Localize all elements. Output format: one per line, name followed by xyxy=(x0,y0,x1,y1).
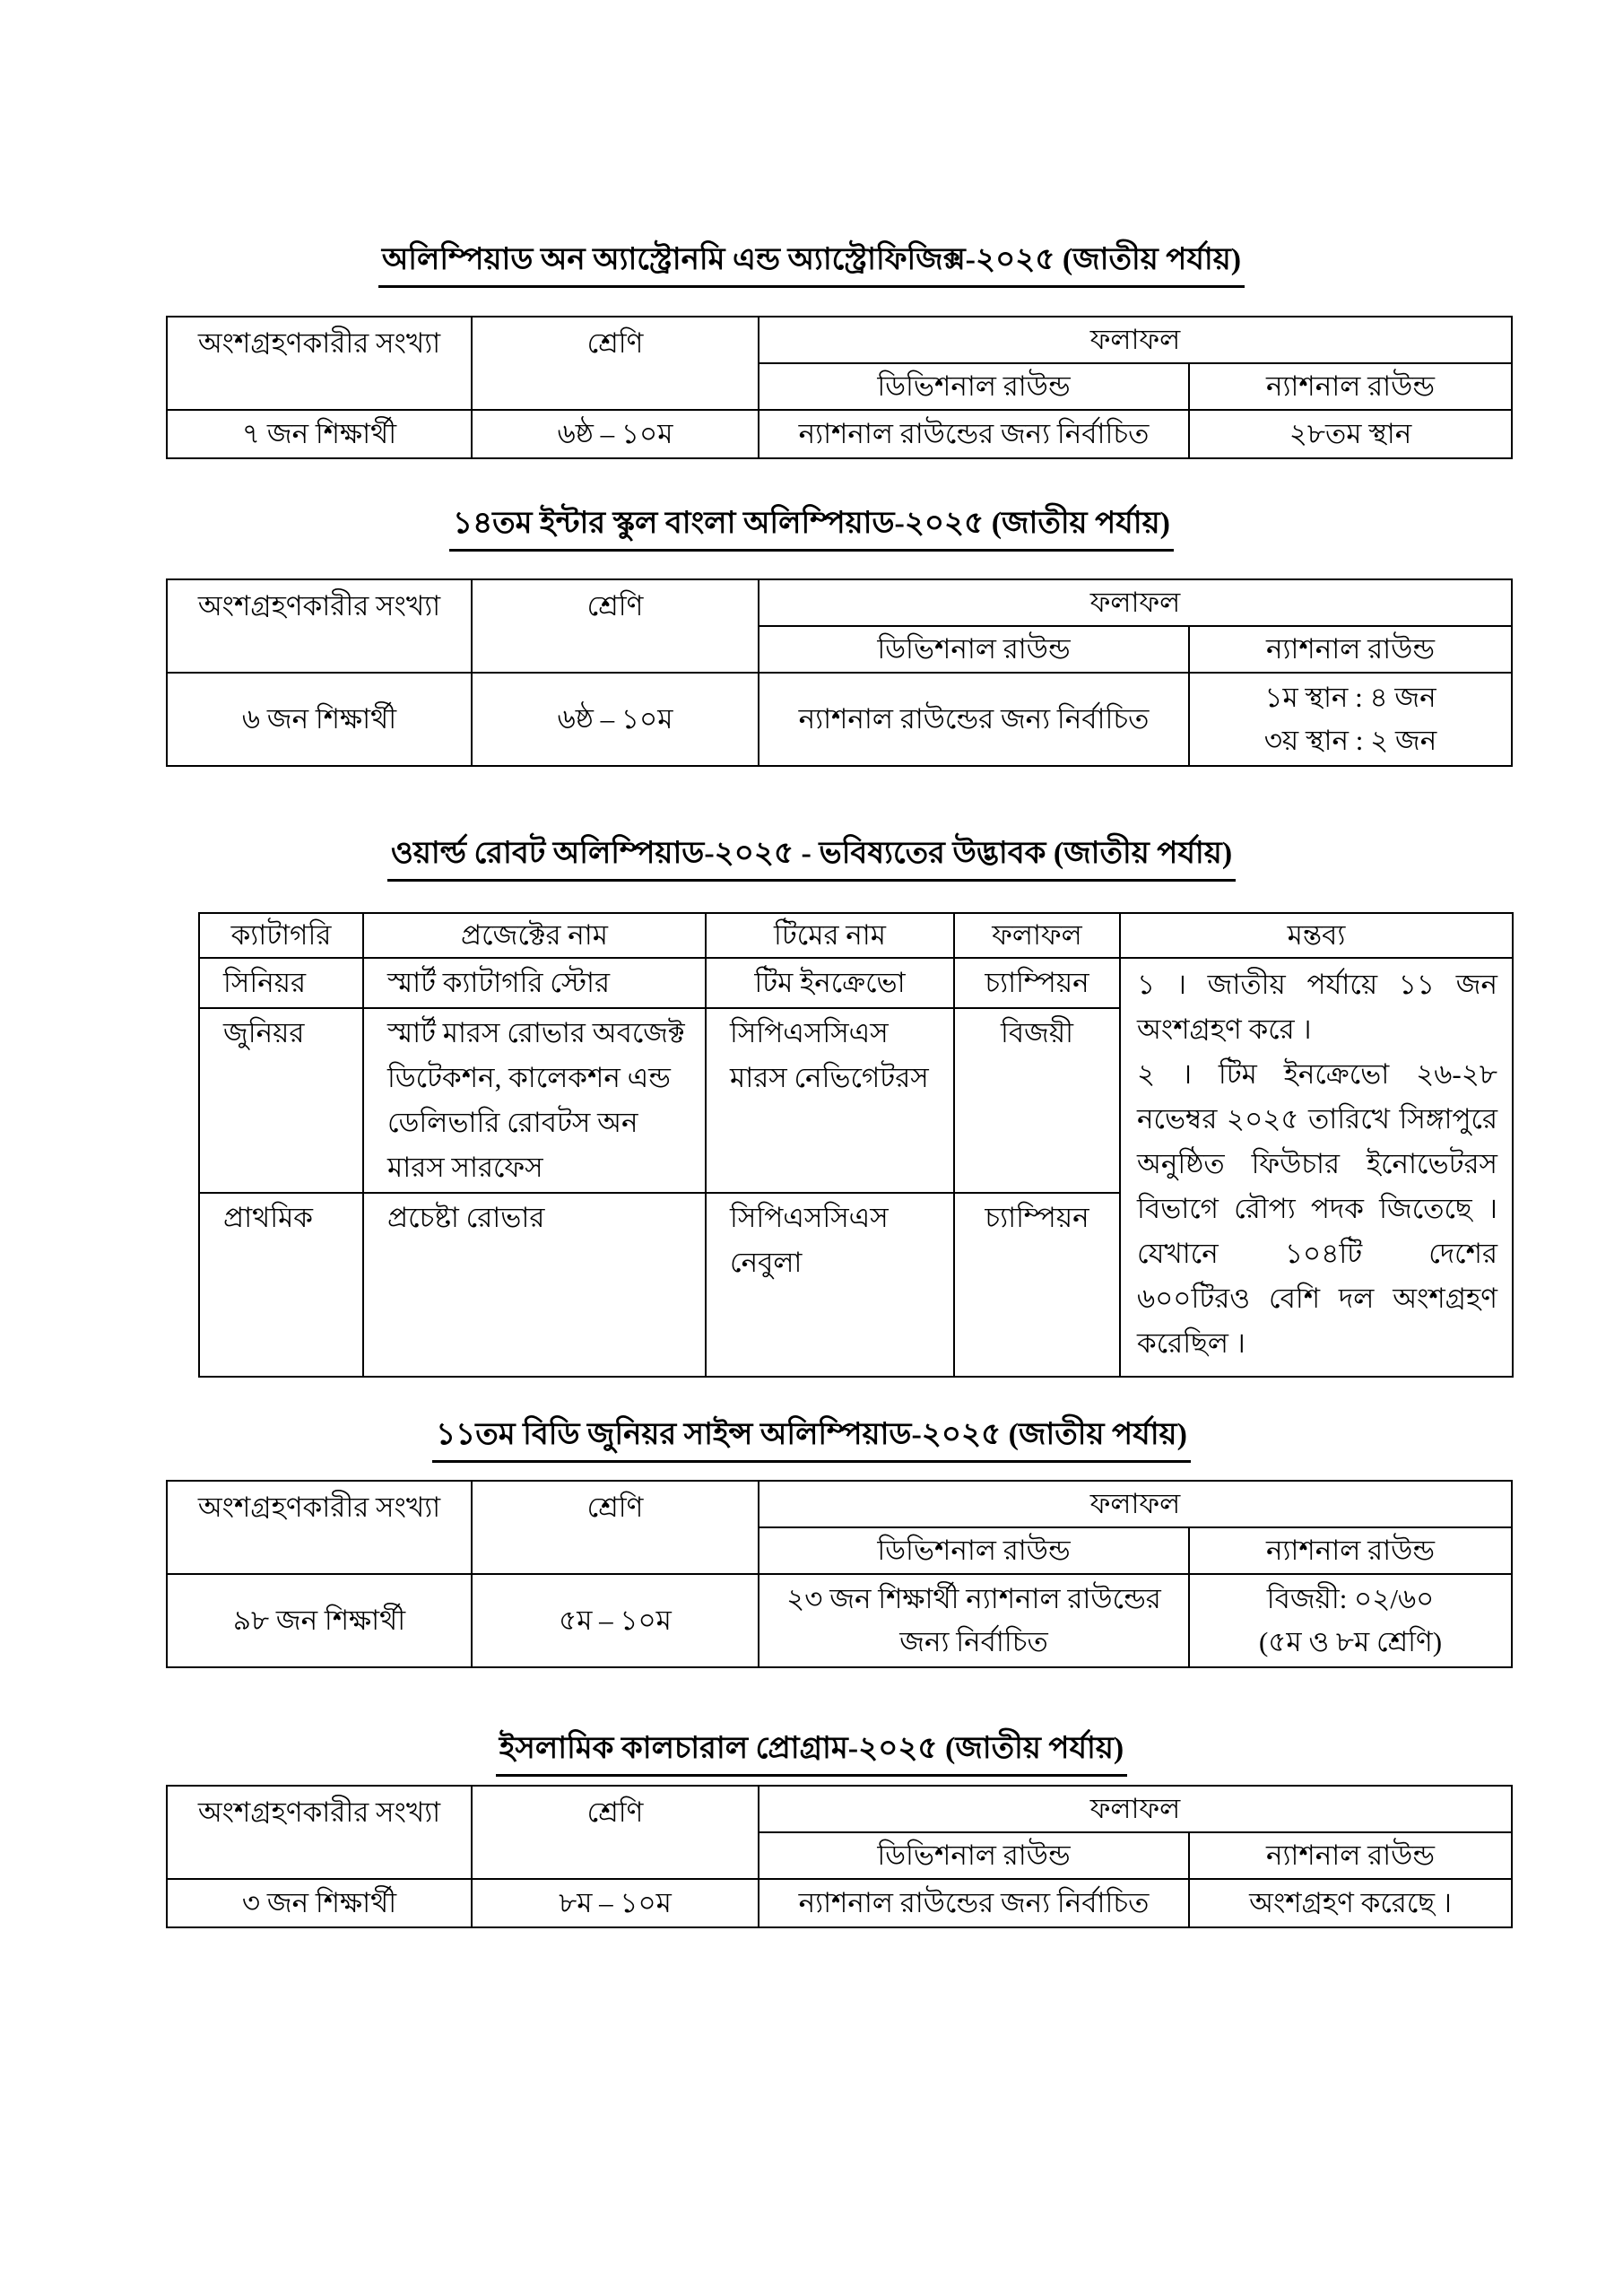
section-title-science xyxy=(0,1415,1623,1463)
section-title-islamic xyxy=(0,1729,1623,1777)
header-participants: অংশগ্রহণকারীর সংখ্যা xyxy=(167,1481,472,1574)
header-team-name: টিমের নাম xyxy=(706,913,954,958)
cell-result: বিজয়ী xyxy=(954,1008,1120,1193)
cell-class-range: ৫ম – ১০ম xyxy=(472,1574,759,1667)
cell-result: চ্যাম্পিয়ন xyxy=(954,958,1120,1008)
section-title-bangla-text: ১৪তম ইন্টার স্কুল বাংলা অলিম্পিয়াড-২০২৫ (জাতীয় পর্যায়) xyxy=(449,504,1174,552)
header-divisional-round: ডিভিশনাল রাউন্ড xyxy=(759,1832,1189,1879)
cell-result: চ্যাম্পিয়ন xyxy=(954,1193,1120,1377)
national-result-line: (৫ম ও ৮ম শ্রেণি) xyxy=(1258,1626,1443,1657)
cell-divisional-result: ২৩ জন শিক্ষার্থী ন্যাশনাল রাউন্ডের জন্য নির্বাচিত xyxy=(759,1574,1189,1667)
cell-class-range: ৮ম – ১০ম xyxy=(472,1879,759,1927)
cell-team: সিপিএসসিএস নেবুলা xyxy=(706,1193,954,1377)
header-comment: মন্তব্য xyxy=(1120,913,1513,958)
cell-project: স্মার্ট ক্যাটাগরি স্টোর xyxy=(363,958,706,1008)
header-divisional-round: ডিভিশনাল রাউন্ড xyxy=(759,363,1189,410)
islamic-results-table xyxy=(166,1785,1513,1928)
cell-team: টিম ইনক্রেভো xyxy=(706,958,954,1008)
header-result: ফলাফল xyxy=(759,579,1512,626)
cell-category: প্রাথমিক xyxy=(199,1193,363,1377)
robot-olympiad-table xyxy=(198,912,1514,1378)
cell-national-result xyxy=(1189,673,1512,766)
cell-national-result: অংশগ্রহণ করেছে । xyxy=(1189,1879,1512,1927)
header-divisional-round: ডিভিশনাল রাউন্ড xyxy=(759,1527,1189,1574)
header-result: ফলাফল xyxy=(954,913,1120,958)
national-result-line: বিজয়ী: ০২/৬০ xyxy=(1266,1583,1435,1614)
header-class: শ্রেণি xyxy=(472,1786,759,1879)
header-national-round: ন্যাশনাল রাউন্ড xyxy=(1189,626,1512,673)
cell-category: সিনিয়র xyxy=(199,958,363,1008)
cell-participants: ৩ জন শিক্ষার্থী xyxy=(167,1879,472,1927)
header-class: শ্রেণি xyxy=(472,1481,759,1574)
cell-divisional-result: ন্যাশনাল রাউন্ডের জন্য নির্বাচিত xyxy=(759,1879,1189,1927)
section-title-islamic-text: ইসলামিক কালচারাল প্রোগ্রাম-২০২৫ (জাতীয় পর্যায়) xyxy=(496,1729,1128,1777)
header-class: শ্রেণি xyxy=(472,579,759,673)
section-title-robot-text: ওয়ার্ল্ড রোবট অলিম্পিয়াড-২০২৫ - ভবিষ্যতের উদ্ভাবক (জাতীয় পর্যায়) xyxy=(387,834,1236,882)
cell-divisional-result: ন্যাশনাল রাউন্ডের জন্য নির্বাচিত xyxy=(759,410,1189,458)
section-title-robot xyxy=(0,834,1623,882)
cell-comment xyxy=(1120,958,1513,1377)
section-title-bangla xyxy=(0,504,1623,552)
header-result: ফলাফল xyxy=(759,1786,1512,1832)
cell-participants: ৭ জন শিক্ষার্থী xyxy=(167,410,472,458)
section-title-astronomy-text: অলিম্পিয়াড অন অ্যাস্ট্রোনমি এন্ড অ্যাস্ট্রোফিজিক্স-২০২৫ (জাতীয় পর্যায়) xyxy=(378,240,1245,288)
national-result-line: ১ম স্থান : ৪ জন xyxy=(1264,682,1436,713)
cell-divisional-result: ন্যাশনাল রাউন্ডের জন্য নির্বাচিত xyxy=(759,673,1189,766)
header-divisional-round: ডিভিশনাল রাউন্ড xyxy=(759,626,1189,673)
comment-paragraph: ২ । টিম ইনক্রেভো ২৬-২৮ নভেম্বর ২০২৫ তারিখে সিঙ্গাপুরে অনুষ্ঠিত ফিউচার ইনোভেটরস বিভাগে রৌপ্য পদক জিতেছে । যেখানে ১০৪টি দেশের ৬০০টিরও বেশি দল অংশগ্রহণ করেছিল । xyxy=(1137,1058,1497,1359)
cell-national-result xyxy=(1189,1574,1512,1667)
cell-class-range: ৬ষ্ঠ – ১০ম xyxy=(472,410,759,458)
comment-paragraph: ১ । জাতীয় পর্যায়ে ১১ জন অংশগ্রহণ করে । xyxy=(1137,969,1497,1045)
header-class: শ্রেণি xyxy=(472,317,759,410)
header-category: ক্যাটাগরি xyxy=(199,913,363,958)
header-project-name: প্রজেক্টের নাম xyxy=(363,913,706,958)
header-national-round: ন্যাশনাল রাউন্ড xyxy=(1189,363,1512,410)
header-national-round: ন্যাশনাল রাউন্ড xyxy=(1189,1527,1512,1574)
cell-national-result: ২৮তম স্থান xyxy=(1189,410,1512,458)
header-result: ফলাফল xyxy=(759,317,1512,363)
header-participants: অংশগ্রহণকারীর সংখ্যা xyxy=(167,579,472,673)
header-result: ফলাফল xyxy=(759,1481,1512,1527)
national-result-line: ৩য় স্থান : ২ জন xyxy=(1263,725,1437,756)
cell-project: প্রচেষ্টা রোভার xyxy=(363,1193,706,1377)
header-participants: অংশগ্রহণকারীর সংখ্যা xyxy=(167,1786,472,1879)
cell-participants: ৬ জন শিক্ষার্থী xyxy=(167,673,472,766)
science-results-table xyxy=(166,1480,1513,1668)
section-title-science-text: ১১তম বিডি জুনিয়র সাইন্স অলিম্পিয়াড-২০২৫ (জাতীয় পর্যায়) xyxy=(432,1415,1191,1463)
astronomy-results-table xyxy=(166,316,1513,459)
header-national-round: ন্যাশনাল রাউন্ড xyxy=(1189,1832,1512,1879)
bangla-results-table xyxy=(166,578,1513,767)
header-participants: অংশগ্রহণকারীর সংখ্যা xyxy=(167,317,472,410)
cell-category: জুনিয়র xyxy=(199,1008,363,1193)
table-row xyxy=(199,958,1513,1008)
cell-team: সিপিএসসিএস মারস নেভিগেটরস xyxy=(706,1008,954,1193)
cell-class-range: ৬ষ্ঠ – ১০ম xyxy=(472,673,759,766)
section-title-astronomy xyxy=(0,240,1623,288)
cell-participants: ৯৮ জন শিক্ষার্থী xyxy=(167,1574,472,1667)
cell-project: স্মার্ট মারস রোভার অবজেক্ট ডিটেকশন, কালেকশন এন্ড ডেলিভারি রোবটস অন মারস সারফেস xyxy=(363,1008,706,1193)
